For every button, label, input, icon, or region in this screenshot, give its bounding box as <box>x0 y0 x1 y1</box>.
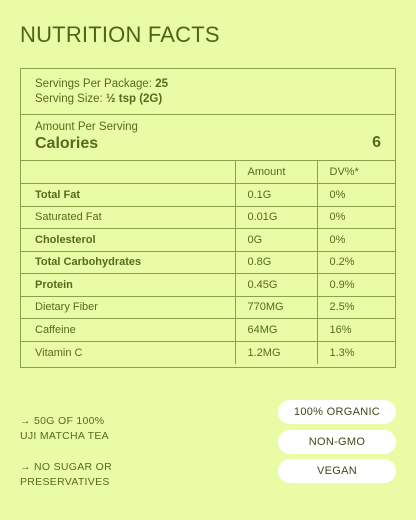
nutrient-dv: 0% <box>317 229 395 252</box>
table-row <box>21 251 395 274</box>
nutrition-panel <box>20 68 396 368</box>
table-header-row <box>21 161 395 184</box>
note-no-sugar: → NO SUGAR OR PRESERVATIVES <box>20 461 112 488</box>
servings-section <box>21 69 395 115</box>
nutrient-amount: 770MG <box>235 296 317 319</box>
header-dv: DV%* <box>317 161 395 184</box>
nutrient-name: Cholesterol <box>21 229 235 252</box>
nutrient-name: Protein <box>21 274 235 297</box>
nutrient-amount: 0.8G <box>235 251 317 274</box>
table-row <box>21 206 395 229</box>
table-row <box>21 296 395 319</box>
calories-section <box>21 115 395 161</box>
badge-organic: 100% ORGANIC <box>278 400 396 424</box>
calories-label: Calories <box>35 135 99 152</box>
nutrient-amount: 0.01G <box>235 206 317 229</box>
nutrient-amount: 0.45G <box>235 274 317 297</box>
nutrient-dv: 16% <box>317 319 395 342</box>
nutrient-name: Dietary Fiber <box>21 296 235 319</box>
calories-value: 6 <box>372 134 381 151</box>
amount-per-serving: Amount Per Serving <box>35 121 138 133</box>
table-row <box>21 319 395 342</box>
nutrient-amount: 1.2MG <box>235 341 317 364</box>
nutrient-amount: 0.1G <box>235 184 317 207</box>
nutrient-amount: 64MG <box>235 319 317 342</box>
nutrient-name: Saturated Fat <box>21 206 235 229</box>
nutrient-name: Total Fat <box>21 184 235 207</box>
table-row <box>21 184 395 207</box>
nutrient-name: Vitamin C <box>35 346 83 359</box>
nutrient-dv: 0% <box>317 184 395 207</box>
note-matcha: → 50G OF 100% UJI MATCHA TEA <box>20 415 109 442</box>
nutrient-amount: 0G <box>235 229 317 252</box>
table-row <box>21 341 395 364</box>
header-nutrient <box>21 161 235 184</box>
servings-per-package: Servings Per Package: 25 <box>35 78 168 90</box>
badge-vegan: VEGAN <box>278 459 396 483</box>
nutrient-table <box>21 161 395 364</box>
nutrient-name: Total Carbohydrates <box>21 251 235 274</box>
nutrient-dv: 2.5% <box>317 296 395 319</box>
header-amount: Amount <box>235 161 317 184</box>
nutrient-dv: 0.2% <box>317 251 395 274</box>
nutrient-dv: 0% <box>317 206 395 229</box>
serving-size: Serving Size: ½ tsp (2G) <box>35 93 163 105</box>
badge-non-gmo: NON-GMO <box>278 430 396 454</box>
table-row <box>21 229 395 252</box>
nutrient-dv: 1.3% <box>317 341 395 364</box>
nutrient-name: Caffeine <box>21 319 235 342</box>
nutrient-dv: 0.9% <box>317 274 395 297</box>
table-row <box>21 274 395 297</box>
page-title: NUTRITION FACTS <box>20 22 220 47</box>
